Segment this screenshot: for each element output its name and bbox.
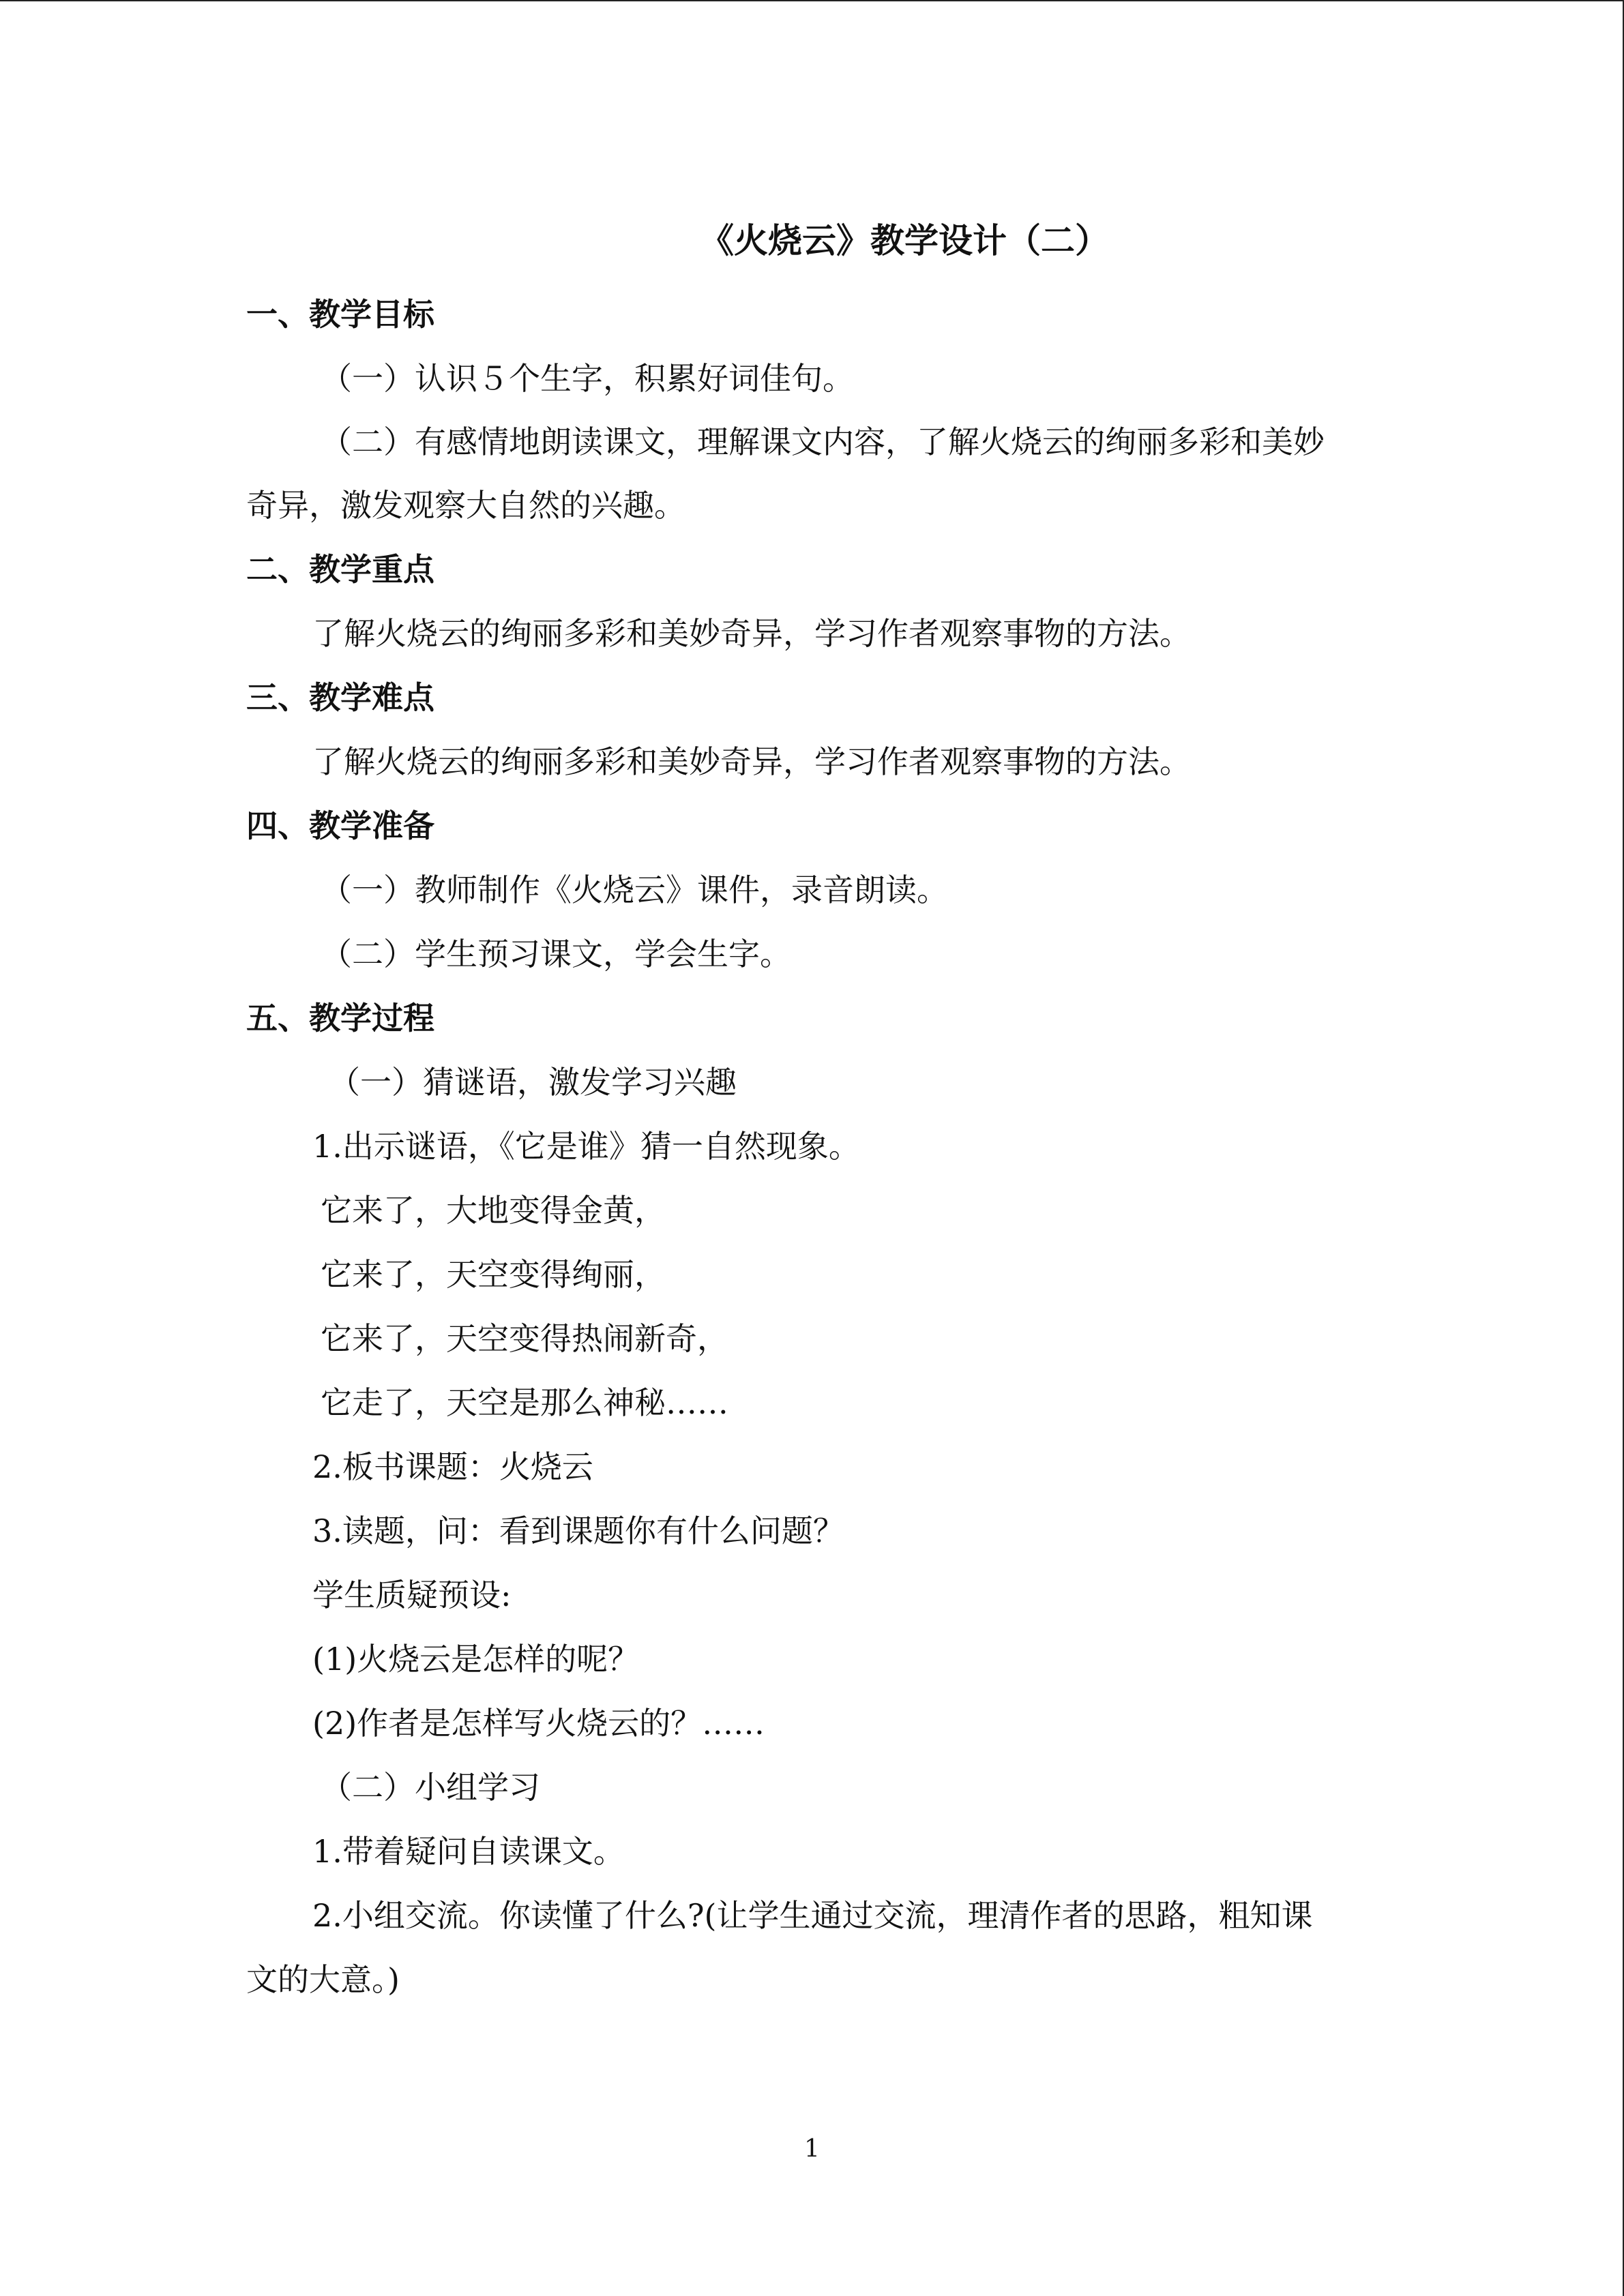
process-part-2-step-2-line-1: 2.小组交流。你读懂了什么?(让学生通过交流，理清作者的思路，粗知课 <box>312 1897 1313 1934</box>
process-step-1: 1.出示谜语，《它是谁》猜一自然现象。 <box>312 1128 860 1165</box>
section-heading-preparation: 四、教学准备 <box>246 807 434 844</box>
preset-question-1: (1)火烧云是怎样的呢？ <box>312 1641 640 1678</box>
section-heading-goals: 一、教学目标 <box>246 296 434 333</box>
preparation-item-2: （二）学生预习课文，学会生字。 <box>321 936 791 972</box>
riddle-line-4: 它走了，天空是那么神秘…… <box>321 1384 728 1421</box>
difficulties-text: 了解火烧云的绚丽多彩和美妙奇异，学习作者观察事物的方法。 <box>312 743 1191 780</box>
key-points-text: 了解火烧云的绚丽多彩和美妙奇异，学习作者观察事物的方法。 <box>312 615 1191 652</box>
section-heading-process: 五、教学过程 <box>246 1000 434 1037</box>
process-step-3: 3.读题，问：看到课题你有什么问题？ <box>312 1512 844 1549</box>
goal-item-2-line-1: （二）有感情地朗读课文，理解课文内容，了解火烧云的绚丽多彩和美妙 <box>321 423 1325 460</box>
process-part-1-title: （一）猜谜语，激发学习兴趣 <box>329 1064 737 1101</box>
section-heading-key-points: 二、教学重点 <box>246 551 434 588</box>
riddle-line-1: 它来了，大地变得金黄， <box>321 1192 666 1229</box>
process-part-2-title: （二）小组学习 <box>321 1769 540 1806</box>
process-step-2: 2.板书课题：火烧云 <box>312 1448 593 1485</box>
process-part-2-step-1: 1.带着疑问自读课文。 <box>312 1833 625 1870</box>
section-heading-difficulties: 三、教学难点 <box>246 679 434 716</box>
riddle-line-2: 它来了，天空变得绚丽， <box>321 1256 666 1293</box>
goal-item-2-line-2: 奇异，激发观察大自然的兴趣。 <box>246 487 685 524</box>
preset-question-2: (2)作者是怎样写火烧云的？…… <box>312 1705 765 1742</box>
preparation-item-1: （一）教师制作《火烧云》课件，录音朗读。 <box>321 871 948 908</box>
page-number: 1 <box>804 2135 820 2163</box>
goal-item-1: （一）认识５个生字，积累好词佳句。 <box>321 360 854 397</box>
process-part-2-step-2-line-2: 文的大意。) <box>246 1961 400 1998</box>
presets-label: 学生质疑预设: <box>312 1577 512 1613</box>
document-title: 《火烧云》教学设计（二） <box>700 220 1109 260</box>
riddle-line-3: 它来了，天空变得热闹新奇， <box>321 1320 728 1357</box>
